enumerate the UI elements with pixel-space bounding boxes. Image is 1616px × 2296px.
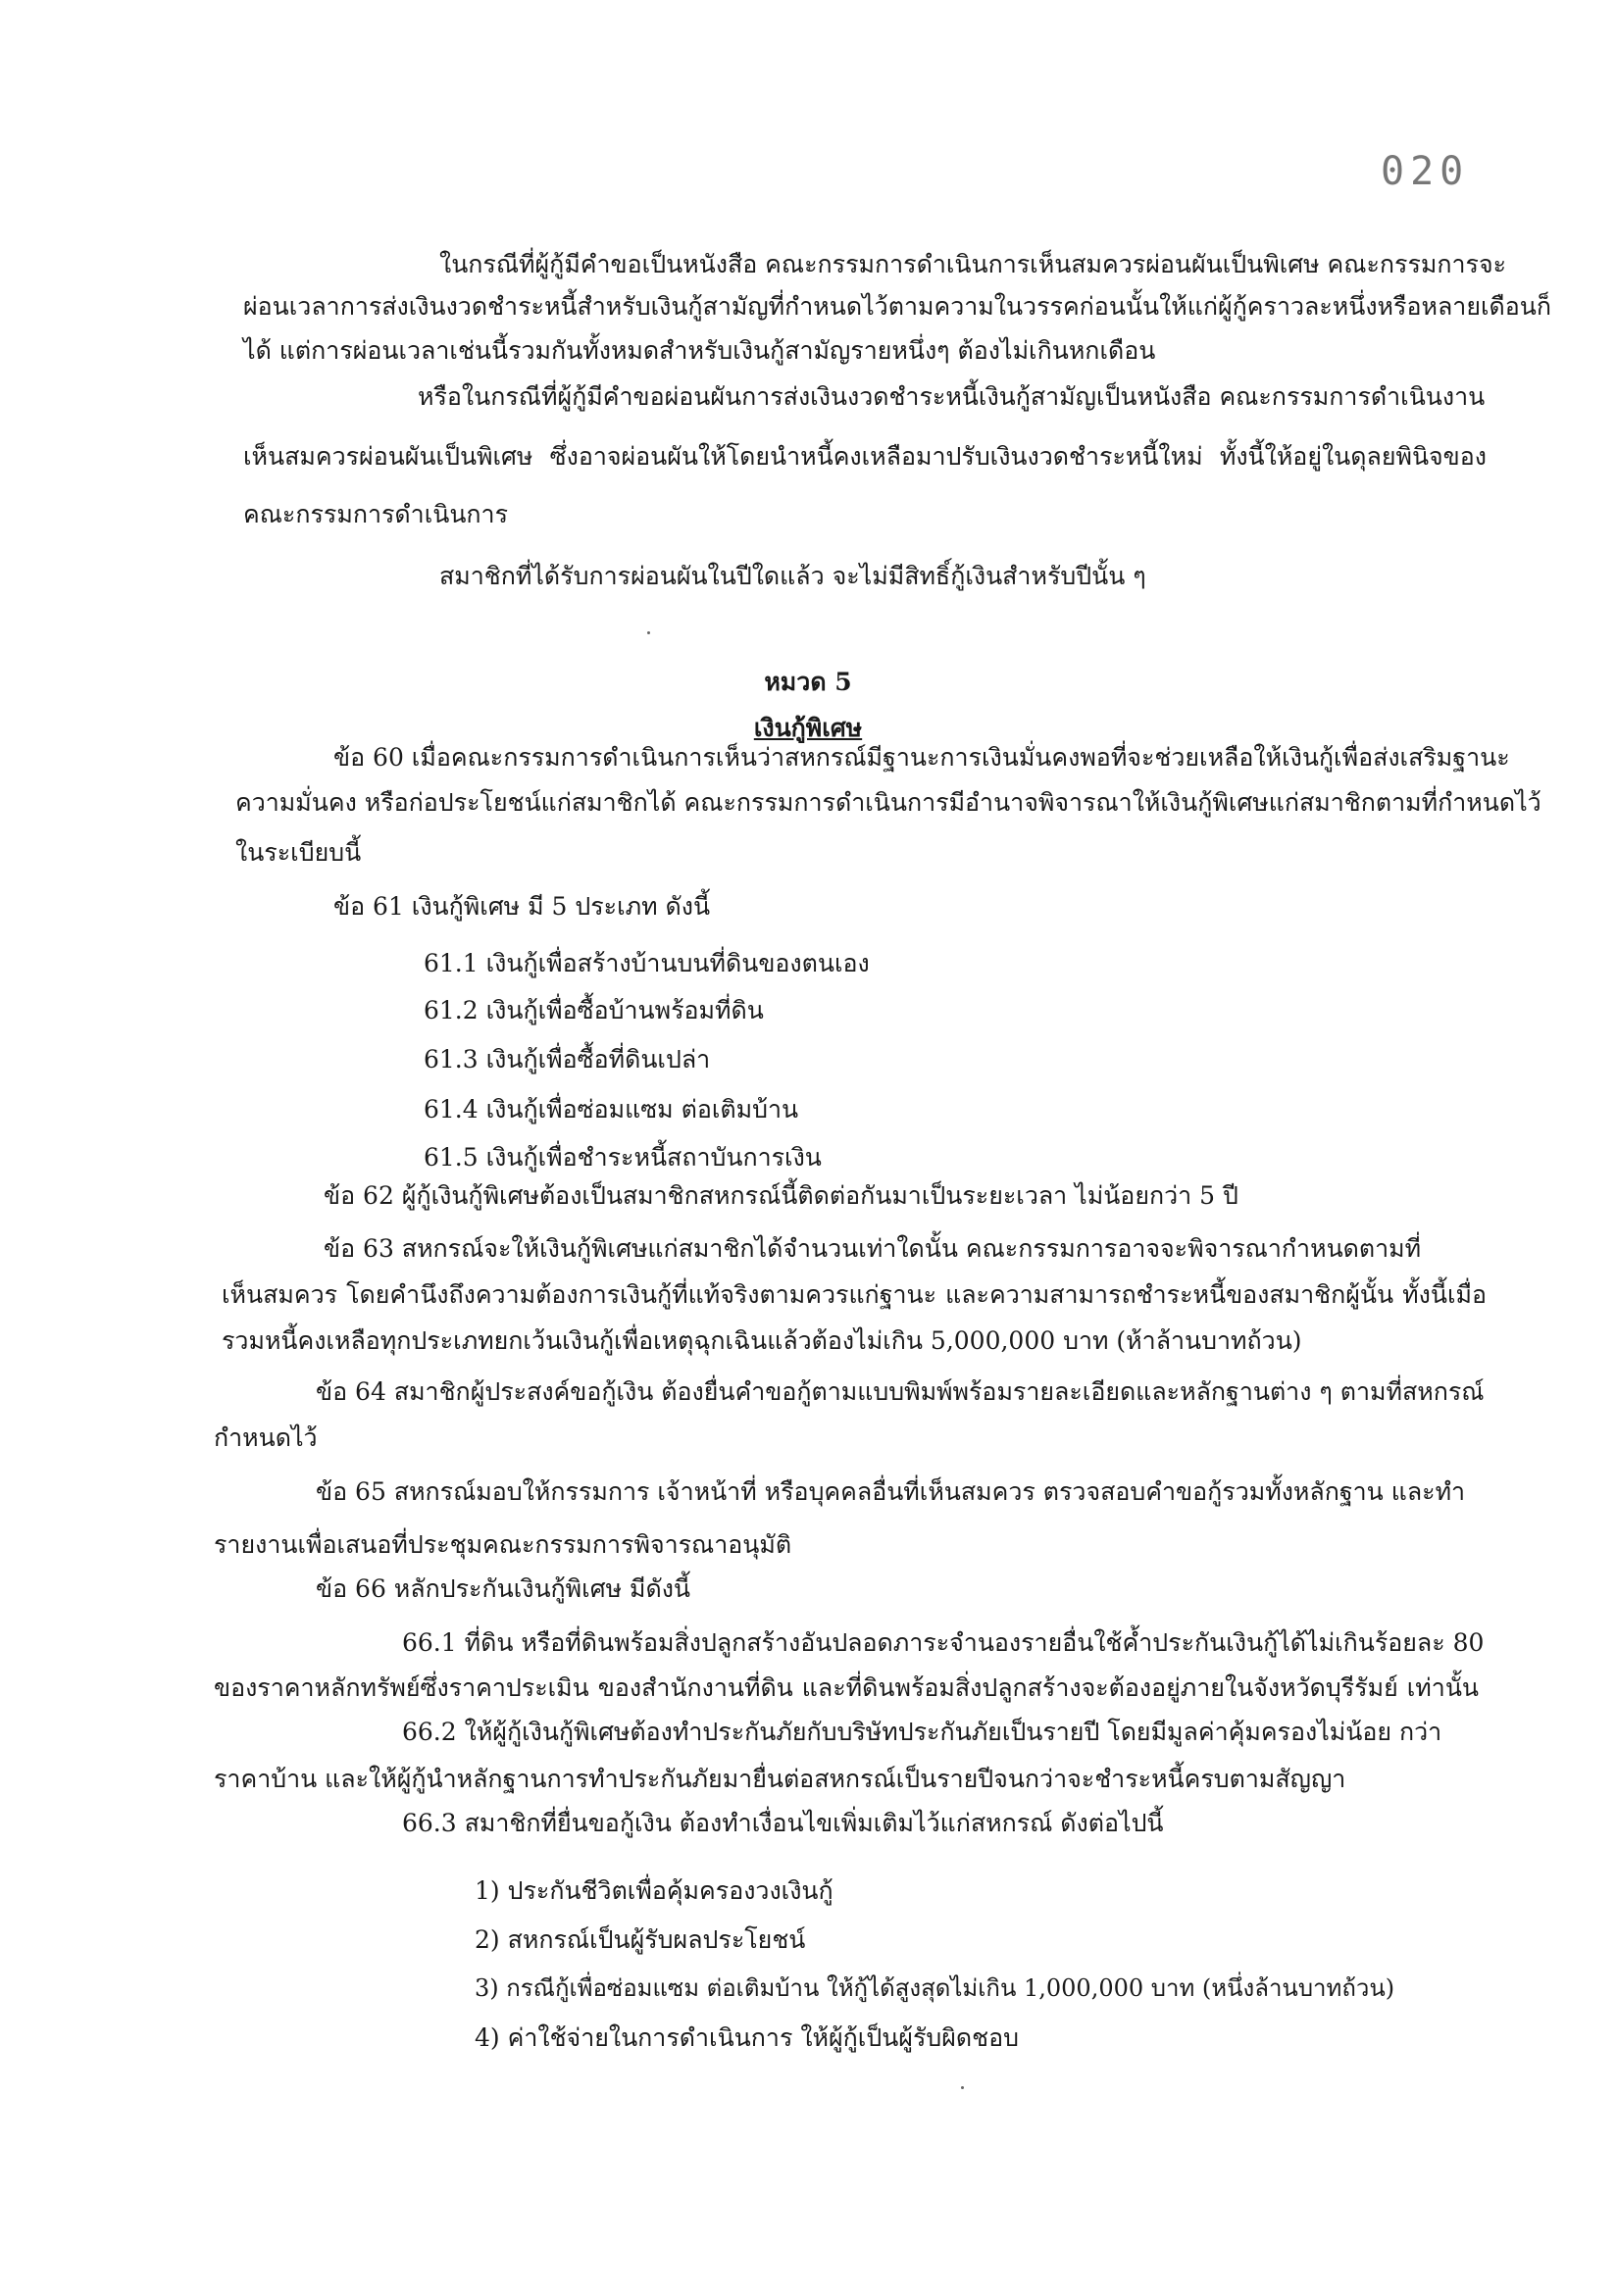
clause-63-line: ข้อ 63 สหกรณ์จะให้เงินกู้พิเศษแก่สมาชิกได้จำนวนเท่าใดนั้น คณะกรรมการอาจจะพิจารณากำหนดตามที่ bbox=[324, 1234, 1422, 1263]
clause-66-3-line: 66.3 สมาชิกที่ยื่นขอกู้เงิน ต้องทำเงื่อนไขเพิ่มเติมไว้แก่สหกรณ์ ดังต่อไปนี้ bbox=[402, 1809, 1164, 1837]
clause-64-line: ข้อ 64 สมาชิกผู้ประสงค์ขอกู้เงิน ต้องยื่นคำขอกู้ตามแบบพิมพ์พร้อมรายละเอียดและหลักฐานต่าง ๆ ตามที่สหกรณ์ bbox=[316, 1377, 1485, 1406]
page-number: 020 bbox=[1381, 149, 1470, 194]
clause-60-line: ความมั่นคง หรือก่อประโยชน์แก่สมาชิกได้ คณะกรรมการดำเนินการมีอำนาจพิจารณาให้เงินกู้พิเศษแก่สมาชิกตามที่กำหนดไว้ bbox=[235, 788, 1541, 817]
clause-66-1-line: ของราคาหลักทรัพย์ซึ่งราคาประเมิน ของสำนักงานที่ดิน และที่ดินพร้อมสิ่งปลูกสร้างจะต้องอยู่ภายในจังหวัดบุรีรัมย์ เท่านั้น bbox=[214, 1673, 1479, 1702]
paragraph-line: ได้ แต่การผ่อนเวลาเช่นนี้รวมกันทั้งหมดสำหรับเงินกู้สามัญรายหนึ่งๆ ต้องไม่เกินหกเดือน bbox=[243, 336, 1156, 365]
paragraph-line: สมาชิกที่ได้รับการผ่อนผันในปีใดแล้ว จะไม่มีสิทธิ์กู้เงินสำหรับปีนั้น ๆ bbox=[439, 562, 1146, 590]
clause-63-line: รวมหนี้คงเหลือทุกประเภทยกเว้นเงินกู้เพื่อเหตุฉุกเฉินแล้วต้องไม่เกิน 5,000,000 บาท (ห้าล้านบาทถ้วน) bbox=[222, 1326, 1302, 1355]
paragraph-line: เห็นสมควรผ่อนผันเป็นพิเศษ ซึ่งอาจผ่อนผันให้โดยนำหนี้คงเหลือมาปรับเงินงวดชำระหนี้ใหม่ ทั้งนี้ให้อยู่ในดุลยพินิจของ bbox=[243, 442, 1487, 471]
clause-61-item: 61.3 เงินกู้เพื่อซื้อที่ดินเปล่า bbox=[424, 1045, 711, 1073]
clause-61-item: 61.2 เงินกู้เพื่อซื้อบ้านพร้อมที่ดิน bbox=[424, 996, 764, 1024]
clause-62-line: ข้อ 62 ผู้กู้เงินกู้พิเศษต้องเป็นสมาชิกสหกรณ์นี้ติดต่อกันมาเป็นระยะเวลา ไม่น้อยกว่า 5 ปี bbox=[324, 1181, 1238, 1210]
condition-item: 1) ประกันชีวิตเพื่อคุ้มครองวงเงินกู้ bbox=[475, 1876, 833, 1905]
clause-60-line: ข้อ 60 เมื่อคณะกรรมการดำเนินการเห็นว่าสหกรณ์มีฐานะการเงินมั่นคงพอที่จะช่วยเหลือให้เงินกู้เพื่อส่งเสริมฐานะ bbox=[333, 743, 1510, 772]
clause-66-2-line: ราคาบ้าน และให้ผู้กู้นำหลักฐานการทำประกันภัยมายื่นต่อสหกรณ์เป็นรายปีจนกว่าจะชำระหนี้ครบตามสัญญา bbox=[214, 1765, 1346, 1793]
chapter-number: หมวด 5 bbox=[764, 668, 852, 696]
scan-speck bbox=[961, 2086, 964, 2089]
paragraph-line: คณะกรรมการดำเนินการ bbox=[243, 500, 509, 528]
condition-item: 3) กรณีกู้เพื่อซ่อมแซม ต่อเติมบ้าน ให้กู้ได้สูงสุดไม่เกิน 1,000,000 บาท (หนึ่งล้านบาทถ้วน) bbox=[475, 1974, 1395, 2002]
clause-61-item: 61.5 เงินกู้เพื่อชำระหนี้สถาบันการเงิน bbox=[424, 1143, 822, 1172]
clause-63-line: เห็นสมควร โดยคำนึงถึงความต้องการเงินกู้ที่แท้จริงตามควรแก่ฐานะ และความสามารถชำระหนี้ของสมาชิกผู้นั้น ทั้งนี้เมื่อ bbox=[222, 1280, 1487, 1309]
clause-61-intro: ข้อ 61 เงินกู้พิเศษ มี 5 ประเภท ดังนี้ bbox=[333, 892, 711, 921]
condition-item: 4) ค่าใช้จ่ายในการดำเนินการ ให้ผู้กู้เป็นผู้รับผิดชอบ bbox=[475, 2023, 1019, 2052]
clause-61-item: 61.1 เงินกู้เพื่อสร้างบ้านบนที่ดินของตนเอง bbox=[424, 949, 870, 977]
clause-64-line: กำหนดไว้ bbox=[214, 1423, 318, 1452]
condition-item: 2) สหกรณ์เป็นผู้รับผลประโยชน์ bbox=[475, 1925, 806, 1954]
chapter-title: เงินกู้พิเศษ bbox=[753, 714, 863, 742]
clause-65-line: ข้อ 65 สหกรณ์มอบให้กรรมการ เจ้าหน้าที่ หรือบุคคลอื่นที่เห็นสมควร ตรวจสอบคำขอกู้รวมทั้งหลักฐาน และทำ bbox=[316, 1477, 1466, 1506]
paragraph-line: ผ่อนเวลาการส่งเงินงวดชำระหนี้สำหรับเงินกู้สามัญที่กำหนดไว้ตามความในวรรคก่อนนั้นให้แก่ผู้กู้คราวละหนึ่งหรือหลายเดือนก็ bbox=[243, 292, 1551, 321]
clause-65-line: รายงานเพื่อเสนอที่ประชุมคณะกรรมการพิจารณาอนุมัติ bbox=[214, 1530, 792, 1559]
clause-61-item: 61.4 เงินกู้เพื่อซ่อมแซม ต่อเติมบ้าน bbox=[424, 1095, 799, 1123]
clause-66-2-line: 66.2 ให้ผู้กู้เงินกู้พิเศษต้องทำประกันภัยกับบริษัทประกันภัยเป็นรายปี โดยมีมูลค่าคุ้มครองไม่น้อย กว่า bbox=[402, 1718, 1442, 1746]
scan-speck bbox=[647, 631, 650, 634]
paragraph-line: หรือในกรณีที่ผู้กู้มีคำขอผ่อนผันการส่งเงินงวดชำระหนี้เงินกู้สามัญเป็นหนังสือ คณะกรรมการดำเนินงาน bbox=[418, 382, 1486, 411]
paragraph-line: ในกรณีที่ผู้กู้มีคำขอเป็นหนังสือ คณะกรรมการดำเนินการเห็นสมควรผ่อนผันเป็นพิเศษ คณะกรรมการจะ bbox=[439, 250, 1507, 278]
clause-66-intro: ข้อ 66 หลักประกันเงินกู้พิเศษ มีดังนี้ bbox=[316, 1574, 691, 1603]
clause-66-1-line: 66.1 ที่ดิน หรือที่ดินพร้อมสิ่งปลูกสร้างอันปลอดภาระจำนองรายอื่นใช้ค้ำประกันเงินกู้ได้ไม่เกินร้อยละ 80 bbox=[402, 1628, 1485, 1657]
clause-60-line: ในระเบียบนี้ bbox=[235, 838, 362, 867]
